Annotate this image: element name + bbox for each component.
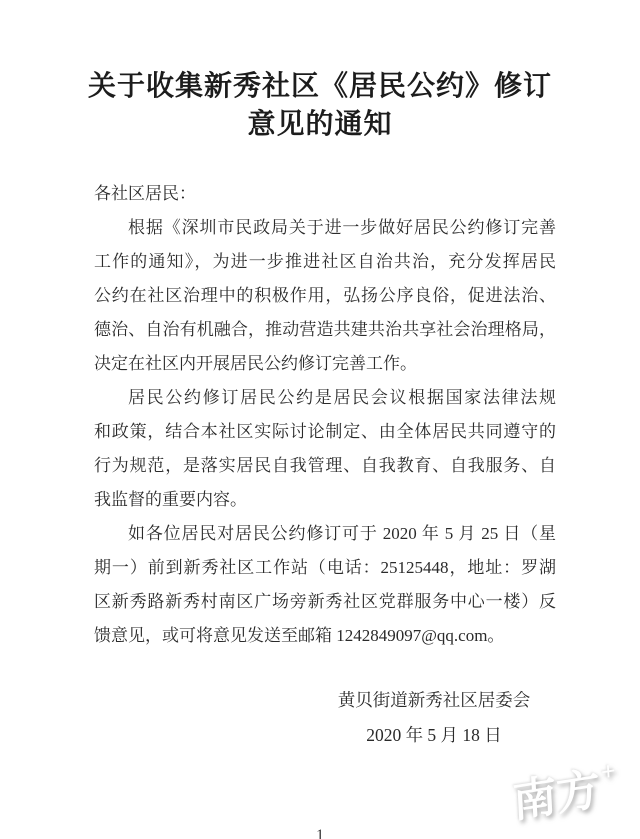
notice-title xyxy=(0,68,640,144)
notice-title-line-2: 意见的通知 xyxy=(247,109,393,140)
notice-body xyxy=(94,177,556,653)
signature-date: 2020 年 5 月 18 日 xyxy=(366,725,502,745)
signature-org: 黄贝街道新秀社区居委会 xyxy=(337,690,531,710)
body-line: 如各位居民对居民公约修订可于 2020 年 5 月 25 日（星 xyxy=(128,524,556,543)
body-line: 区新秀路新秀村南区广场旁新秀社区党群服务中心一楼）反 xyxy=(94,592,556,611)
notice-title-line-1: 关于收集新秀社区《居民公约》修订 xyxy=(87,71,552,102)
signature-block xyxy=(328,683,540,753)
watermark-text: 南方 xyxy=(511,764,602,828)
body-line: 德治、自治有机融合，推动营造共建共治共享社会治理格局， xyxy=(94,320,556,339)
page-number: 1 xyxy=(316,827,324,839)
nanfang-plus-watermark xyxy=(511,750,618,831)
body-line: 决定在社区内开展居民公约修订完善工作。 xyxy=(94,354,417,373)
body-line: 工作的通知》，为进一步推进社区自治共治，充分发挥居民 xyxy=(94,252,556,271)
body-line: 居民公约修订居民公约是居民会议根据国家法律法规 xyxy=(128,388,556,407)
body-line: 我监督的重要内容。 xyxy=(94,490,247,509)
body-line: 行为规范，是落实居民自我管理、自我教育、自我服务、自 xyxy=(94,456,556,475)
body-line: 和政策，结合本社区实际讨论制定、由全体居民共同遵守的 xyxy=(94,422,556,441)
body-line: 期一）前到新秀社区工作站（电话：25125448，地址：罗湖 xyxy=(94,558,556,577)
body-line: 公约在社区治理中的积极作用，弘扬公序良俗，促进法治、 xyxy=(94,286,556,305)
body-line: 根据《深圳市民政局关于进一步做好居民公约修订完善 xyxy=(128,218,556,237)
watermark-plus-icon: + xyxy=(600,755,617,788)
salutation: 各社区居民： xyxy=(94,184,196,203)
body-line: 馈意见，或可将意见发送至邮箱 1242849097@qq.com。 xyxy=(94,626,505,645)
